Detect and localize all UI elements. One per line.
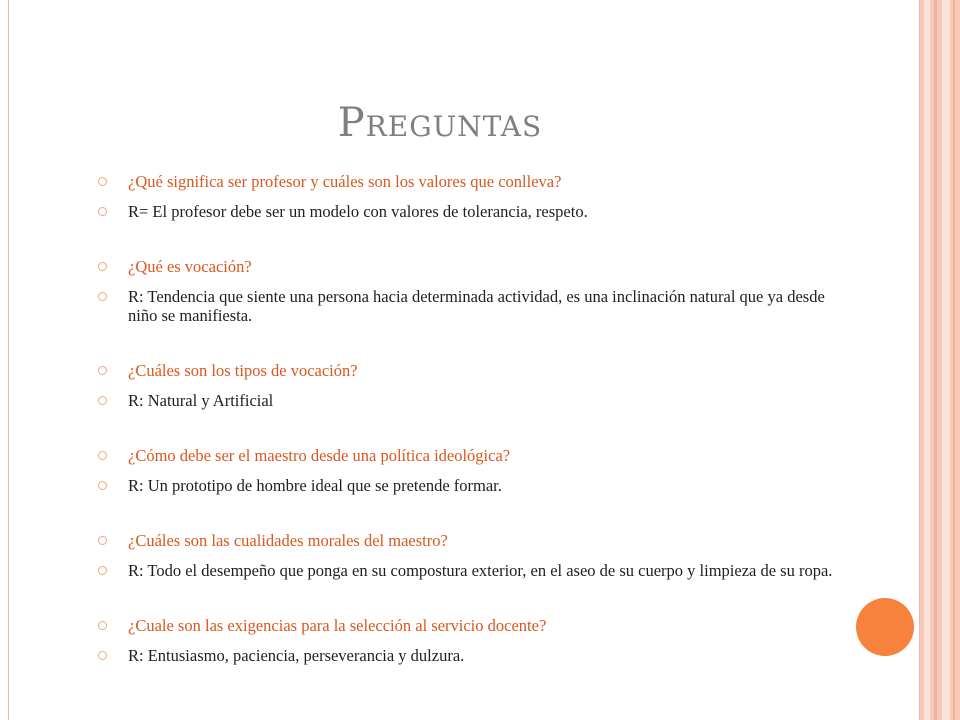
- item-text: ¿Qué es vocación?: [128, 257, 252, 276]
- circle-bullet-icon: [98, 566, 107, 575]
- item-text: ¿Cuale son las exigencias para la selección al servicio docente?: [128, 616, 547, 635]
- stripe: [924, 0, 930, 720]
- item-text: R: Entusiasmo, paciencia, perseverancia y dulzura.: [128, 646, 465, 665]
- circle-bullet-icon: [98, 451, 107, 460]
- item-text: ¿Cuáles son las cualidades morales del maestro?: [128, 531, 448, 550]
- list-item-question: [98, 531, 858, 550]
- list-item-question: [98, 616, 858, 635]
- circle-bullet-icon: [98, 207, 107, 216]
- question-list: [98, 172, 858, 665]
- circle-bullet-icon: [98, 366, 107, 375]
- circle-bullet-icon: [98, 177, 107, 186]
- list-item-answer: [98, 287, 858, 325]
- decorative-orange-circle: [856, 598, 914, 656]
- slide-title: Preguntas: [337, 100, 543, 146]
- circle-bullet-icon: [98, 262, 107, 271]
- list-item-answer: [98, 476, 858, 495]
- stripe: [953, 0, 955, 720]
- list-item-answer: [98, 202, 858, 221]
- stripe: [942, 0, 950, 720]
- list-item-answer: [98, 561, 858, 580]
- list-item-answer: [98, 646, 858, 665]
- list-item-question: [98, 446, 858, 465]
- circle-bullet-icon: [98, 396, 107, 405]
- stripe: [934, 0, 937, 720]
- circle-bullet-icon: [98, 536, 107, 545]
- circle-bullet-icon: [98, 621, 107, 630]
- decorative-stripes: [920, 0, 960, 720]
- list-item-answer: [98, 391, 858, 410]
- item-text: R: Todo el desempeño que ponga en su compostura exterior, en el aseo de su cuerpo y limpieza de su ropa.: [128, 561, 833, 580]
- circle-bullet-icon: [98, 481, 107, 490]
- item-text: R= El profesor debe ser un modelo con valores de tolerancia, respeto.: [128, 202, 588, 221]
- circle-bullet-icon: [98, 292, 107, 301]
- item-text: ¿Cómo debe ser el maestro desde una política ideológica?: [128, 446, 511, 465]
- item-text: ¿Cuáles son los tipos de vocación?: [128, 361, 358, 380]
- list-item-question: [98, 172, 858, 191]
- list-item-question: [98, 257, 858, 276]
- list-item-question: [98, 361, 858, 380]
- item-text: R: Natural y Artificial: [128, 391, 274, 410]
- item-text: ¿Qué significa ser profesor y cuáles son los valores que conlleva?: [128, 172, 562, 191]
- item-text: R: Tendencia que siente una persona hacia determinada actividad, es una inclinación natural que ya desde niño se manifiesta.: [128, 287, 825, 325]
- item-text: R: Un prototipo de hombre ideal que se pretende formar.: [128, 476, 502, 495]
- circle-bullet-icon: [98, 651, 107, 660]
